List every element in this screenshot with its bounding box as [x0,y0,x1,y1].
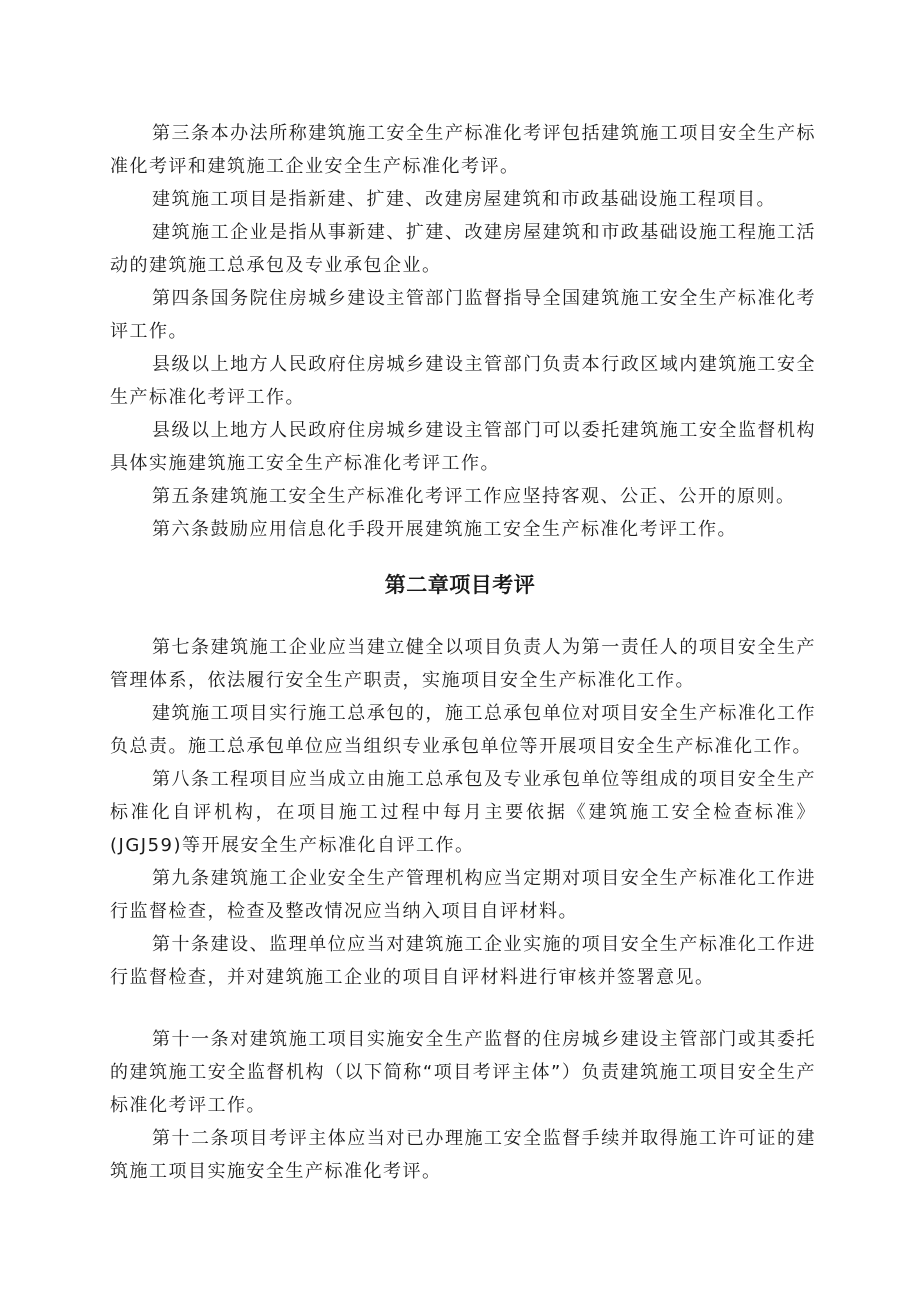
article-10-paragraph: 第十条建设、监理单位应当对建筑施工企业实施的项目安全生产标准化工作进行监督检查，并对建筑施工企业的项目自评材料进行审核并签署意见。 [110,934,816,988]
chapter-two-body-part-2 [110,1023,816,1188]
article-3-paragraph: 第三条本办法所称建筑施工安全生产标准化考评包括建筑施工项目安全生产标准化考评和建筑施工企业安全生产标准化考评。 [110,123,816,177]
article-11-paragraph: 第十一条对建筑施工项目实施安全生产监督的住房城乡建设主管部门或其委托的建筑施工安全监督机构（以下简称“项目考评主体”）负责建筑施工项目安全生产标准化考评工作。 [110,1029,816,1116]
chapter-two-title: 第二章项目考评 [384,573,536,597]
article-9-paragraph: 第九条建筑施工企业安全生产管理机构应当定期对项目安全生产标准化工作进行监督检查，检查及整改情况应当纳入项目自评材料。 [110,868,816,922]
article-8-paragraph: 第八条工程项目应当成立由施工总承包及专业承包单位等组成的项目安全生产标准化自评机构，在项目施工过程中每月主要依据《建筑施工安全检查标准》(JGJ59)等开展安全生产标准化自评工作。 [110,769,816,856]
article-7-paragraph: 第七条建筑施工企业应当建立健全以项目负责人为第一责任人的项目安全生产管理体系，依法履行安全生产职责，实施项目安全生产标准化工作。 [110,637,816,691]
general-contracting-paragraph: 建筑施工项目实行施工总承包的，施工总承包单位对项目安全生产标准化工作负总责。施工总承包单位应当组织专业承包单位等开展项目安全生产标准化工作。 [110,703,816,757]
section-one-body [110,117,816,546]
article-6-paragraph: 第六条鼓励应用信息化手段开展建筑施工安全生产标准化考评工作。 [152,519,737,540]
county-level-responsibility-paragraph: 县级以上地方人民政府住房城乡建设主管部门负责本行政区域内建筑施工安全生产标准化考评工作。 [110,354,816,408]
enterprise-definition-paragraph: 建筑施工企业是指从事新建、扩建、改建房屋建筑和市政基础设施工程施工活动的建筑施工总承包及专业承包企业。 [110,222,816,276]
article-12-paragraph: 第十二条项目考评主体应当对已办理施工安全监督手续并取得施工许可证的建筑施工项目实施安全生产标准化考评。 [110,1128,816,1182]
article-4-paragraph: 第四条国务院住房城乡建设主管部门监督指导全国建筑施工安全生产标准化考评工作。 [110,288,816,342]
article-5-paragraph: 第五条建筑施工安全生产标准化考评工作应坚持客观、公正、公开的原则。 [152,486,796,507]
chapter-two-body-part-1 [110,631,816,994]
project-definition-paragraph: 建筑施工项目是指新建、扩建、改建房屋建筑和市政基础设施工程项目。 [152,189,776,210]
county-level-delegation-paragraph: 县级以上地方人民政府住房城乡建设主管部门可以委托建筑施工安全监督机构具体实施建筑施工安全生产标准化考评工作。 [110,420,816,474]
